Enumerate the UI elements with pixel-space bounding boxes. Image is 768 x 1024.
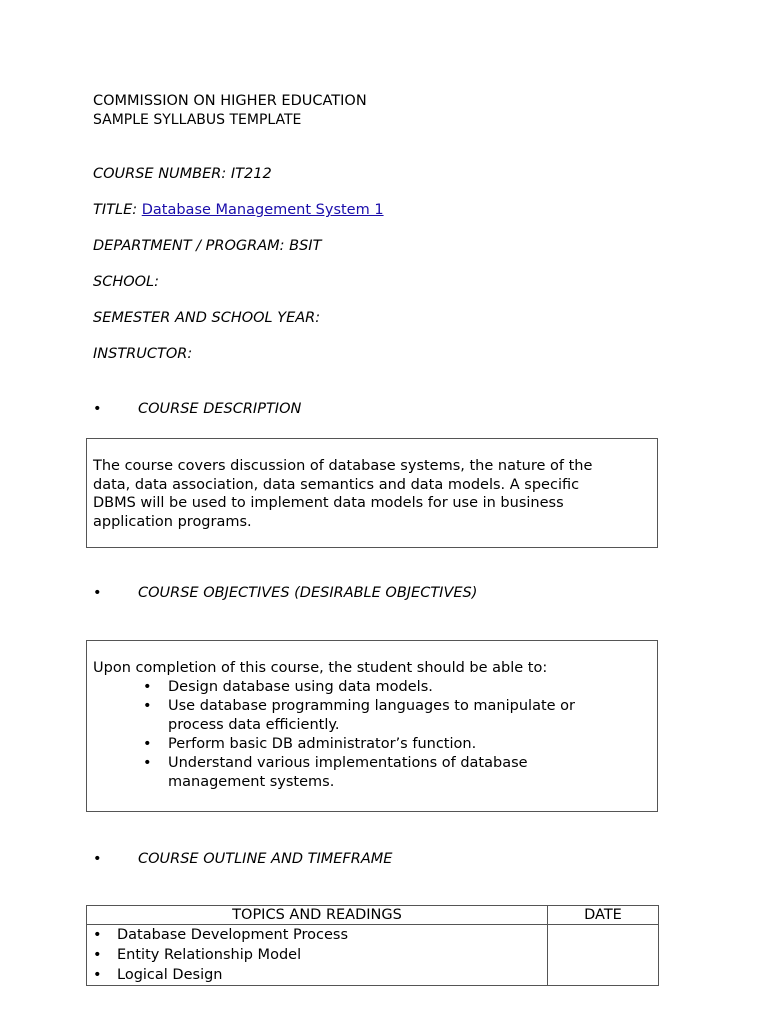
bullet-glyph: • <box>93 851 102 867</box>
course-number-label: COURSE NUMBER: <box>93 166 227 182</box>
table-row <box>87 925 659 986</box>
description-heading-text: COURSE DESCRIPTION <box>138 401 302 417</box>
description-section-heading <box>93 400 301 418</box>
topic-item: • Logical Design <box>93 965 543 985</box>
objectives-intro: Upon completion of this course, the student should be able to: <box>93 660 548 676</box>
semester-label: SEMESTER AND SCHOOL YEAR: <box>93 310 321 326</box>
instructor-label: INSTRUCTOR: <box>93 346 193 362</box>
objectives-section-heading <box>93 584 477 602</box>
description-line: data, data association, data semantics and data models. A specific <box>93 476 580 493</box>
objective-item: • Use database programming languages to manipulate or process data efficiently. <box>143 697 618 735</box>
department-label: DEPARTMENT / PROGRAM: <box>93 238 285 254</box>
instructor-row <box>93 345 192 363</box>
course-outline-table <box>86 905 659 986</box>
objective-item: • Understand various implementations of database management systems. <box>143 754 568 792</box>
school-row <box>93 273 159 291</box>
course-number-value: IT212 <box>230 166 272 182</box>
topic-list <box>91 925 543 985</box>
department-value: BSIT <box>289 238 322 254</box>
description-line: application programs. <box>93 513 252 530</box>
department-row <box>93 237 321 255</box>
course-objectives-box <box>86 640 658 812</box>
topic-item: • Database Development Process <box>93 925 543 945</box>
topics-cell <box>87 925 548 986</box>
objective-item: • Design database using data models. <box>143 678 651 697</box>
outline-section-heading <box>93 850 392 868</box>
description-line: The course covers discussion of database systems, the nature of the <box>93 458 593 474</box>
course-number-row <box>93 165 272 183</box>
semester-row <box>93 309 320 327</box>
date-cell <box>548 925 659 986</box>
objectives-list <box>93 678 651 792</box>
bullet-glyph: • <box>93 401 102 417</box>
description-line: DBMS will be used to implement data models for use in business <box>93 495 564 511</box>
topics-column-header: TOPICS AND READINGS <box>87 906 548 925</box>
outline-heading-text: COURSE OUTLINE AND TIMEFRAME <box>138 851 393 867</box>
school-label: SCHOOL: <box>93 274 160 290</box>
title-row <box>93 201 384 219</box>
date-column-header: DATE <box>548 906 659 925</box>
bullet-glyph: • <box>93 585 102 601</box>
topic-item: • Entity Relationship Model <box>93 945 543 965</box>
org-heading: COMMISSION ON HIGHER EDUCATION <box>93 93 367 109</box>
title-label: TITLE: <box>93 202 138 218</box>
course-description-box <box>86 438 658 548</box>
objectives-heading-text: COURSE OBJECTIVES (DESIRABLE OBJECTIVES) <box>138 585 478 601</box>
template-subtitle: SAMPLE SYLLABUS TEMPLATE <box>93 112 302 128</box>
objective-item: • Perform basic DB administrator’s function. <box>143 735 651 754</box>
course-title-link[interactable]: Database Management System 1 <box>141 202 384 218</box>
table-header-row <box>87 906 659 925</box>
